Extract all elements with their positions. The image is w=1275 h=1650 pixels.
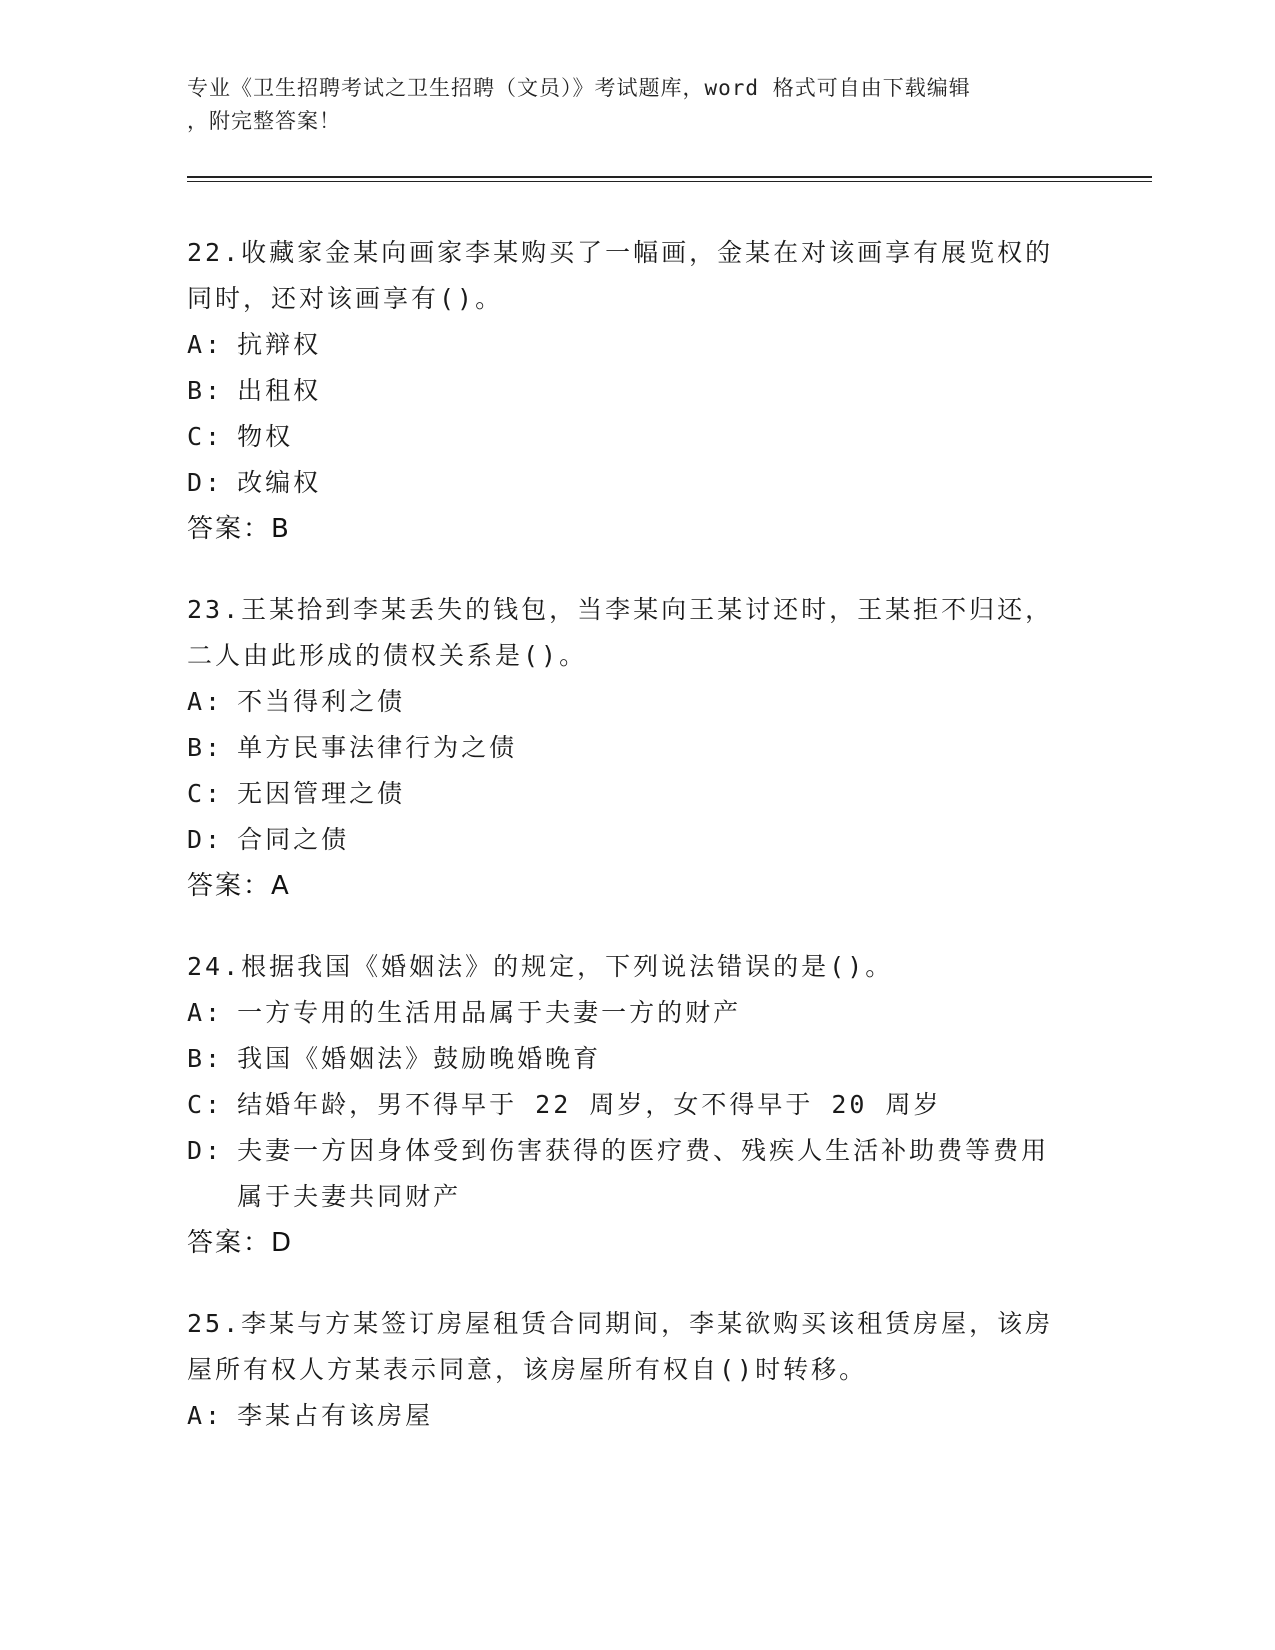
question-list — [187, 230, 1077, 1474]
option-c — [187, 771, 1077, 817]
option-text: 结婚年龄，男不得早于 22 周岁，女不得早于 20 周岁 — [237, 1090, 942, 1119]
question-stem: 22.收藏家金某向画家李某购买了一幅画，金某在对该画享有展览权的同时，还对该画享有()。 — [187, 238, 1054, 313]
option-text: 我国《婚姻法》鼓励晚婚晚育 — [237, 1044, 602, 1073]
option-text: 一方专用的生活用品属于夫妻一方的财产 — [237, 998, 742, 1027]
option-key: D: — [187, 825, 224, 854]
option-text: 抗辩权 — [237, 330, 322, 359]
question-22 — [187, 230, 1077, 552]
document-header — [187, 72, 1067, 138]
option-key: B: — [187, 1044, 224, 1073]
option-text: 出租权 — [237, 376, 322, 405]
option-d — [187, 460, 1077, 506]
option-key: D: — [187, 1136, 224, 1165]
option-d — [187, 1128, 1077, 1220]
option-text: 物权 — [237, 422, 294, 451]
option-key: C: — [187, 1090, 224, 1119]
option-key: A: — [187, 687, 224, 716]
option-a — [187, 1393, 1077, 1439]
option-text: 李某占有该房屋 — [237, 1401, 434, 1430]
option-b — [187, 368, 1077, 414]
answer-line: 答案：B — [187, 514, 291, 544]
question-stem: 24.根据我国《婚姻法》的规定，下列说法错误的是()。 — [187, 952, 894, 981]
question-stem: 23.王某拾到李某丢失的钱包，当李某向王某讨还时，王某拒不归还，二人由此形成的债权关系是()。 — [187, 595, 1054, 670]
option-text: 单方民事法律行为之债 — [237, 733, 518, 762]
option-a — [187, 990, 1077, 1036]
option-key: D: — [187, 468, 224, 497]
option-text: 合同之债 — [237, 825, 350, 854]
header-line-2: ，附完整答案！ — [187, 109, 341, 133]
option-key: A: — [187, 998, 224, 1027]
option-text: 无因管理之债 — [237, 779, 406, 808]
option-b — [187, 725, 1077, 771]
option-text: 不当得利之债 — [237, 687, 406, 716]
question-23 — [187, 587, 1077, 909]
option-d — [187, 817, 1077, 863]
option-text: 改编权 — [237, 468, 322, 497]
answer-line: 答案：A — [187, 871, 291, 901]
answer-line: 答案：D — [187, 1228, 294, 1258]
header-line-1: 专业《卫生招聘考试之卫生招聘（文员）》考试题库，word 格式可自由下载编辑 — [187, 76, 971, 100]
option-key: B: — [187, 733, 224, 762]
question-25 — [187, 1301, 1077, 1439]
option-c — [187, 414, 1077, 460]
option-c — [187, 1082, 1077, 1128]
option-key: C: — [187, 779, 224, 808]
option-key: C: — [187, 422, 224, 451]
option-text: 夫妻一方因身体受到伤害获得的医疗费、残疾人生活补助费等费用属于夫妻共同财产 — [237, 1136, 1050, 1211]
option-key: A: — [187, 1401, 224, 1430]
header-divider — [187, 176, 1152, 182]
option-b — [187, 1036, 1077, 1082]
option-key: B: — [187, 376, 224, 405]
question-stem: 25.李某与方某签订房屋租赁合同期间，李某欲购买该租赁房屋，该房屋所有权人方某表示同意，该房屋所有权自()时转移。 — [187, 1309, 1054, 1384]
option-a — [187, 322, 1077, 368]
option-key: A: — [187, 330, 224, 359]
question-24 — [187, 944, 1077, 1266]
option-a — [187, 679, 1077, 725]
